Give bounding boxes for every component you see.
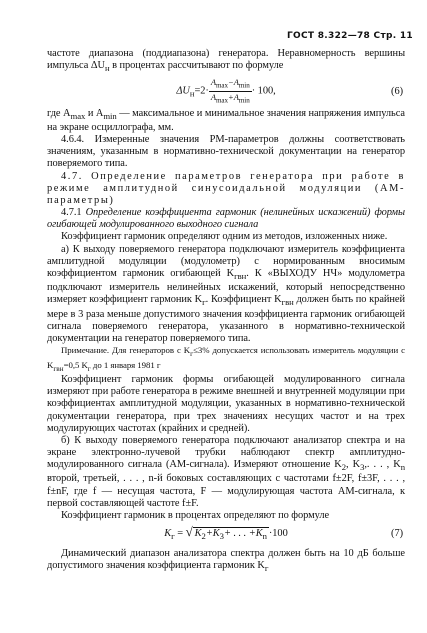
paragraph-method-b: б) К выходу поверяемого генератора подключают анализатор спектра и на экране электронно-лучевой трубки наблюдают спектр амплитудно-модулированного сигнала (АМ-сигнала). Измеряют отношение $K_2$, $K_3$,. . . , $K_n$ второй, третьей, . . . , n-й боковых составляющих с частотами f±2F, f±3F, . . . , f±nF, где f — несущая частота, F — модулирующая частота АМ-сигнала, к первой составляющей частоте f±F.: [47, 434, 405, 509]
equation-number-7: (7): [391, 528, 403, 540]
formula-6: $\Delta U_н=2\cdot$ $\frac{A_{max}-A_{min}}{A_{max}+A_{min}}$ · 100, (6): [176, 77, 403, 105]
paragraph-method-a: а) К выходу поверяемого генератора подключают измеритель коэффициента амплитудной модуляции (модулометр) с нормированным вносимым коэффициентом гармоник огибающей $K_{гвн}$. К «ВЫХОДУ НЧ» модулометра подключают измеритель нелинейных искажений, который непосредственно измеряет коэффициент гармоник $K_г$. Коэффициент $K_{гвн}$ должен быть по крайней мере в 3 раза меньше допустимого значения коэффициента гармоник огибающей сигнала поверяемого генератора, указанного в нормативно-технической документации на генератор поверяемого типа.: [47, 243, 405, 344]
note: Примечание. Для генераторов с $K_г\le 3\%$ допускается использовать измеритель модуляции с $K_{гвн}=0,5$ $K_г$ до 1 января 1981 г: [47, 344, 405, 373]
formula-7: $K_г$ = √ $K_2+K_3+$ . . . $+K_n \cdot 100$ (7): [164, 524, 403, 542]
page-header: ГОСТ 8.322—78 Стр. 11: [286, 31, 413, 41]
heading-4-7-1: 4.7.1 Определение коэффициента гармоник (нелинейных искажений) формы огибающей модулированного выходного сигнала: [47, 207, 405, 231]
paragraph-dynamic-range: Динамический диапазон анализатора спектра должен быть на 10 дБ больше допустимого значения коэффициента гармоник $K_г$: [47, 548, 405, 574]
paragraph-where-amax-amin: где $A_{max}$ и $A_{min}$ — максимальное и минимальное значения напряжения импульса на экране осциллографа, мм.: [47, 107, 405, 133]
equation-number-6: (6): [391, 85, 403, 97]
formula-6-fraction: $\frac{A_{max}-A_{min}}{A_{max}+A_{min}}$: [210, 77, 250, 105]
paragraph-pulse-nonuniformity: частоте диапазона (поддиапазона) генератора. Неравномерность вершины импульса $\Delta U_н$ в процентах рассчитывают по формуле: [47, 48, 405, 74]
heading-4-7: 4.7. Определение параметров генератора при работе в режиме амплитудной синусоидальной модуляции (АМ-параметры): [47, 170, 405, 206]
paragraph-methods: Коэффициент гармоник определяют одним из методов, изложенных ниже.: [61, 231, 388, 243]
square-root-icon: √: [185, 524, 193, 540]
paragraph-formula-intro: Коэффициент гармоник в процентах определяют по формуле: [61, 509, 330, 521]
paragraph-4-6-4: 4.6.4. Измеренные значения РМ-параметров должны соответствовать значениям, указанным в нормативно-технической документации на генератор поверяемого типа.: [47, 134, 405, 170]
paragraph-measurement-conditions: Коэффициент гармоник формы огибающей модулированного сигнала измеряют при работе генератора в режиме внешней и внутренней модуляции при коэффициентах амплитудной модуляции, указанных в нормативно-технической документации генератора, при трех значениях несущих частот и на трех модулирующих частотах (крайних и средней).: [47, 374, 405, 434]
document-body: [47, 48, 405, 575]
